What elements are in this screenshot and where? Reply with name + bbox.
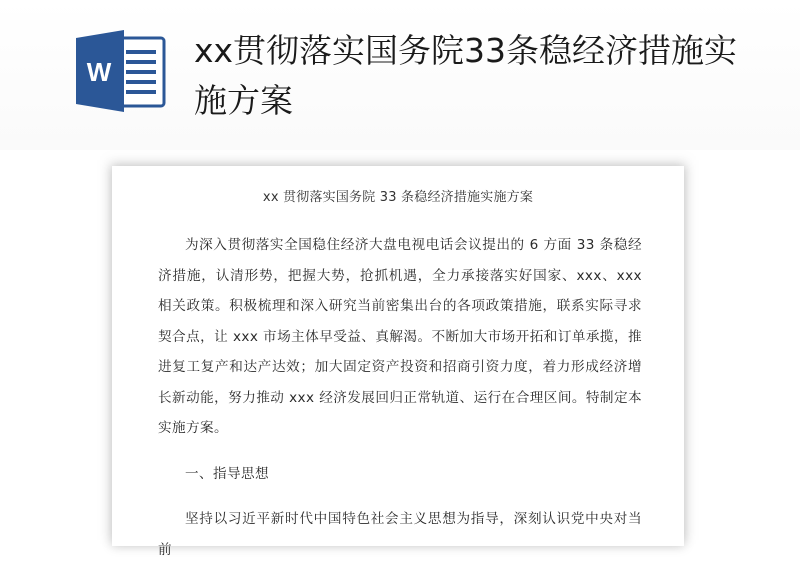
section-heading-guiding-ideology: 一、指导思想 [185,465,269,482]
paragraph-guiding-ideology: 坚持以习近平新时代中国特色社会主义思想为指导，深刻认识党中央对当前 [158,511,642,558]
document-page [112,166,684,558]
document-body [158,230,642,565]
word-document-icon [74,30,166,112]
word-icon-letter: W [86,57,112,87]
document-title: xx 贯彻落实国务院 33 条稳经济措施实施方案 [262,190,534,205]
banner [0,0,800,150]
paragraph-intro: 为深入贯彻落实全国稳住经济大盘电视电话会议提出的 6 方面 33 条稳经济措施，认清形势，把握大势，抢抓机遇，全力承接落实好国家、xxx、xxx 相关政策。积极梳理和深入研究当前密集出台的各项政策措施，联系实际寻求契合点，让 xxx 市场主体早受益、真解渴。不断加大市场开拓和订单承揽，推进复工复产和达产达效；加大固定资产投资和招商引资力度，着力形成经济增长新动能，努力推动 xxx 经济发展回归正常轨道、运行在合理区间。特制定本实施方案。 [158,237,642,436]
banner-title: xx贯彻落实国务院33条稳经济措施实施方案 [194,31,738,120]
